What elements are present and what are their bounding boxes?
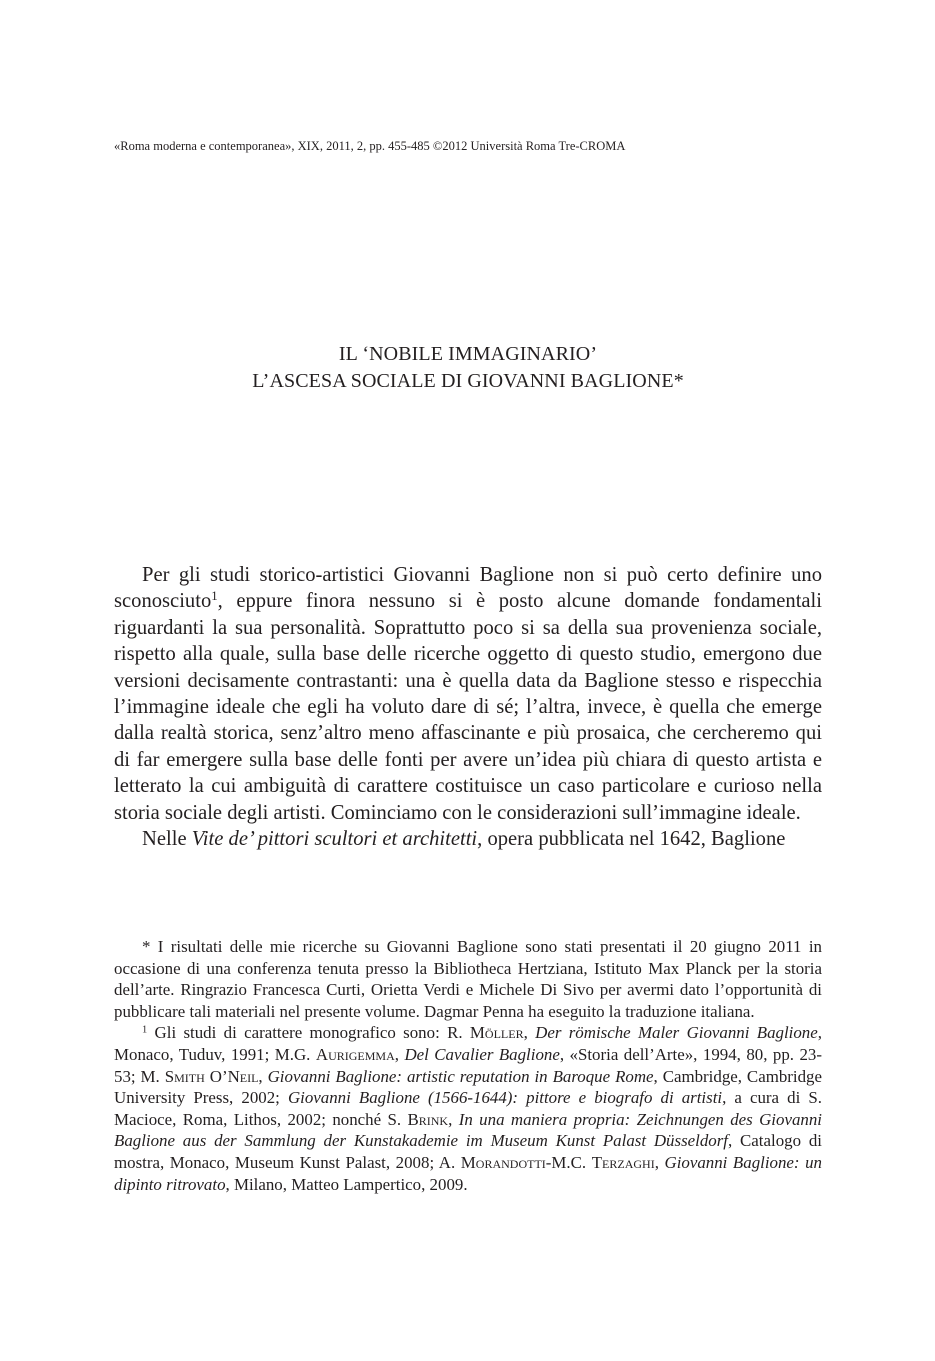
author-brink: Brink (407, 1109, 449, 1129)
fn1-text: , Catalogo di mostra, Monaco, Museum Kunst Palast, 2008; A. (114, 1131, 822, 1172)
work-title: In una maniera propria: Zeichnungen des Giovanni Baglione aus der Sammlung der Kunstakademie im Museum Kunst Palast Düsseldorf (114, 1109, 822, 1151)
author-terzaghi: Terzaghi (591, 1152, 655, 1172)
author-smith-oneil: Smith O’Neil (164, 1066, 259, 1086)
fn1-text: , a cura di S. Macioce, Roma, Lithos, 2002; nonché S. (114, 1088, 822, 1129)
work-title: Giovanni Baglione: artistic reputation in Baroque Rome (267, 1066, 654, 1086)
fn1-text: , (654, 1152, 665, 1172)
footnote-1-marker: 1 (142, 1024, 148, 1036)
fn1-text: -M.C. (545, 1152, 592, 1172)
author-aurigemma: Aurigemma (315, 1044, 395, 1064)
fn1-text: , (394, 1044, 405, 1064)
title-line-2-text: L’ASCESA SOCIALE DI GIOVANNI BAGLIONE (252, 370, 674, 392)
fn1-text: , Monaco, Tuduv, 1991; M.G. (114, 1023, 822, 1064)
body-p1-part2: , eppure finora nessuno si è posto alcune domande fondamentali riguardanti la sua personalità. Soprattutto poco si sa della sua provenienza sociale, rispetto alla quale, sulla base delle ricerche oggetto di questo studio, emergono due versioni decisamente contrastanti: una è quella data da Baglione stesso e rispecchia l’immagine ideale che egli ha voluto dare di sé; l’altra, invece, è quella che emerge dalla realtà storica, senz’altro meno affascinante e più prosaica, che cercheremo qui di far emergere sulla base delle fonti per avere un’idea più chiara di questo artista e letterato la cui ambiguità di carattere costituisce un caso particolare e curioso nella storia sociale degli artisti. Cominciamo con le considerazioni sull’immagine ideale. (114, 590, 822, 824)
footnotes (114, 936, 822, 1195)
body-p1-part1: Per gli studi storico-artistici Giovanni Baglione non si può certo definire uno sconosciuto (114, 564, 822, 613)
work-title-vite: Vite de’ pittori scultori et architetti (191, 828, 478, 851)
fn1-text: , «Storia dell’Arte», 1994, 80, pp. 23-53; M. (114, 1044, 822, 1086)
title-line-2 (114, 368, 822, 395)
fn1-text: , (448, 1109, 459, 1129)
author-moller: Möller (469, 1023, 524, 1043)
work-title: Giovanni Baglione: un dipinto ritrovato (114, 1152, 822, 1194)
work-title: Giovanni Baglione (1566-1644): pittore e biografo di artisti (287, 1088, 723, 1108)
body-p2-rest: , opera pubblicata nel 1642, Baglione (477, 828, 786, 851)
fn1-text: , Milano, Matteo Lampertico, 2009. (225, 1174, 468, 1194)
footnote-1 (114, 1022, 822, 1195)
article-title (114, 341, 822, 395)
author-morandotti: Morandotti (460, 1152, 546, 1172)
work-title: Der römische Maler Giovanni Baglione (535, 1023, 818, 1043)
footnote-star (114, 936, 822, 1022)
work-title: Del Cavalier Baglione (404, 1044, 560, 1064)
body-text (114, 562, 822, 852)
fn1-text: , (523, 1023, 536, 1043)
body-paragraph-1 (114, 562, 822, 826)
body-p2-lead: Nelle (142, 828, 192, 851)
fn1-text: , (258, 1066, 268, 1086)
fn1-text: , Cambridge, Cambridge University Press, 2002; (114, 1066, 822, 1108)
title-line-1: IL ‘NOBILE IMMAGINARIO’ (338, 343, 598, 365)
footnote-ref-1: 1 (211, 589, 218, 604)
running-header: «Roma moderna e contemporanea», XIX, 2011, 2, pp. 455-485 ©2012 Università Roma Tre-CROMA (114, 139, 626, 153)
title-footnote-marker: * (673, 370, 684, 392)
body-paragraph-2 (114, 826, 822, 852)
footnote-star-text: I risultati delle mie ricerche su Giovanni Baglione sono stati presentati il 20 giugno 2011 in occasione di una conferenza tenuta presso la Bibliotheca Hertziana, Istituto Max Planck per la storia dell’arte. Ringrazio Francesca Curti, Orietta Verdi e Michele Di Sivo per avermi dato l’opportunità di pubblicare tali materiali nel presente volume. Dagmar Penna ha eseguito la traduzione italiana. (114, 937, 822, 1021)
footnote-star-marker: * (142, 937, 151, 956)
fn1-text: Gli studi di carattere monografico sono: R. (147, 1023, 470, 1043)
